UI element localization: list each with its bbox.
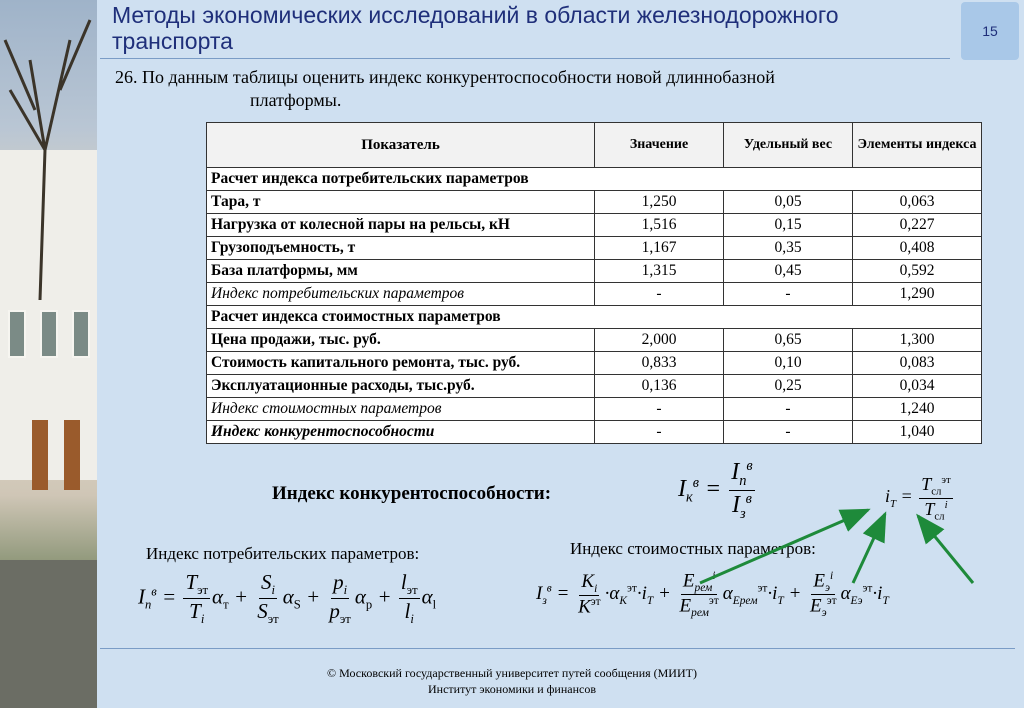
formula-cost: $I_з^в$ = $\frac{K_i}{K^{эт}}$ $\cdot\alpha_K^{эт}\cdot i_T$ + $\frac{E_{рем}}{E_{рем}^{эт}}$ $\alpha_{Ерем}^{эт}\cdot i_T$ + $\frac{E_э^i}{E_э^{эт}}$ $\alpha_{Еэ}^{эт}\cdot i_T$ bbox=[536, 570, 889, 620]
cost-index-label: Индекс стоимостных параметров: bbox=[570, 539, 816, 558]
table-row: Грузоподъемность, т 1,167 0,35 0,408 bbox=[207, 237, 982, 260]
table-row: Цена продажи, тыс. руб. 2,000 0,65 1,300 bbox=[207, 329, 982, 352]
col-element: Элементы индекса bbox=[853, 123, 982, 168]
consumer-index-label: Индекс потребительских параметров: bbox=[146, 544, 420, 563]
footer-line-1: © Московский государственный университет путей сообщения (МИИТ) bbox=[327, 666, 697, 680]
task-line-1: 26. По данным таблицы оценить индекс конкурентоспособности новой длиннобазной bbox=[115, 67, 775, 87]
table-index-row: Индекс потребительских параметров - - 1,290 bbox=[207, 283, 982, 306]
formula-competitiveness: $I_к^в$ = $\frac{I_п^в}{I_з^в}$ bbox=[678, 458, 753, 522]
arrow-1 bbox=[700, 510, 868, 583]
formula-ratio: $i_T$ = $\frac{T_{сл}^{эт}}{T_{сл}^i}$ bbox=[885, 474, 951, 523]
table-section-row: Расчет индекса стоимостных параметров bbox=[207, 306, 982, 329]
task-line-2: платформы. bbox=[250, 90, 342, 110]
table-row: Стоимость капитального ремонта, тыс. руб. 0,833 0,10 0,083 bbox=[207, 352, 982, 375]
arrow-2 bbox=[853, 514, 885, 583]
footer-divider bbox=[100, 648, 1015, 649]
footer-line-2: Институт экономики и финансов bbox=[427, 682, 597, 696]
table-section-row: Расчет индекса потребительских параметров bbox=[207, 168, 982, 191]
col-indicator: Показатель bbox=[207, 123, 595, 168]
table-row: Нагрузка от колесной пары на рельсы, кН 1,516 0,15 0,227 bbox=[207, 214, 982, 237]
competitiveness-label: Индекс конкурентоспособности: bbox=[272, 483, 552, 504]
table-row: Эксплуатационные расходы, тыс.руб. 0,136 0,25 0,034 bbox=[207, 375, 982, 398]
table-total-row: Индекс конкурентоспособности - - 1,040 bbox=[207, 421, 982, 444]
table-row: База платформы, мм 1,315 0,45 0,592 bbox=[207, 260, 982, 283]
slide-number: 15 bbox=[961, 2, 1019, 60]
arrow-3 bbox=[918, 516, 973, 583]
col-value: Значение bbox=[595, 123, 724, 168]
table-row: Тара, т 1,250 0,05 0,063 bbox=[207, 191, 982, 214]
col-weight: Удельный вес bbox=[724, 123, 853, 168]
table-index-row: Индекс стоимостных параметров - - 1,240 bbox=[207, 398, 982, 421]
formula-consumer: $I_п^в$ = $\frac{T_{эт}}{T_i}$ $\alpha_т$ + $\frac{S_i}{S_{эт}}$ $\alpha_S$ + $\frac{p_i}{p_{эт}}$ $\alpha_р$ + $\frac{l_{эт}}{l_i}$ $\alpha_l$ bbox=[138, 570, 437, 627]
page-title: Методы экономических исследований в области железнодорожного транспорта bbox=[112, 2, 839, 54]
